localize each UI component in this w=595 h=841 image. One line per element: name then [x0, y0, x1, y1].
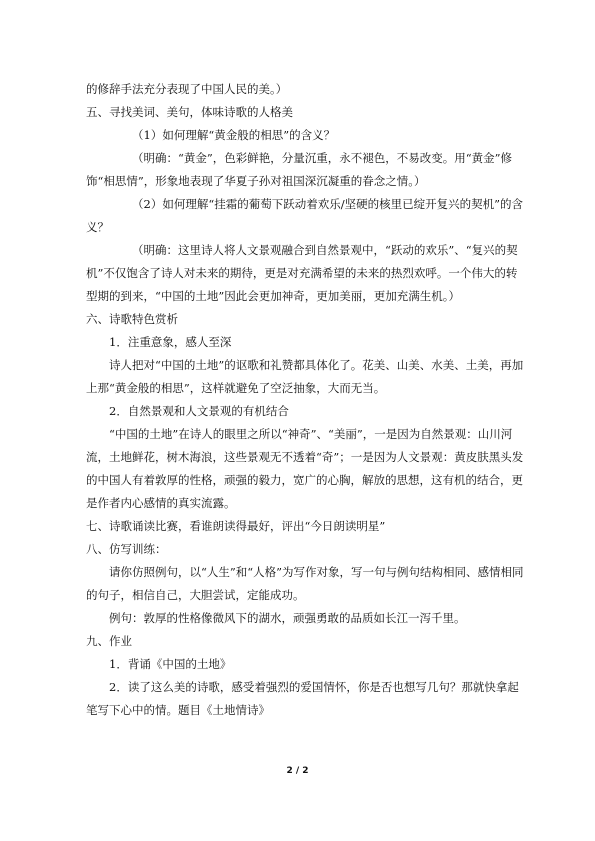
- paragraph-example-sentence: 例句：敦厚的性格像微风下的湖水，顽强勇敢的品质如长江一泻千里。: [109, 611, 466, 625]
- paragraph-landscape: “中国的土地”在诗人的眼里之所以“神奇”、“美丽”，一是因为自然景观：山川河流，土地鲜花，树木海浪，这些景观无不透着“奇”；一是因为人文景观：黄皮肤黑头发的中国人有着敦厚的性格，顽强的毅力，宽广的心胸，解放的思想，这有机的结合，更是作者内心感情的真实流露。: [86, 427, 524, 510]
- question-1: （1）如何理解“黄金般的相思”的含义？: [132, 128, 336, 142]
- subheading-2: 2．自然景观和人文景观的有机结合: [109, 404, 289, 418]
- homework-item-1: 1．背诵《中国的土地》: [109, 657, 232, 671]
- paragraph-imitation-instructions: 请你仿照例句，以“人生”和“人格”为写作对象，写一句与例句结构相同、感情相同的句子，相信自己，大胆尝试，定能成功。: [86, 565, 524, 602]
- section-heading-9: 九、作业: [86, 634, 132, 648]
- answer-2: （明确：这里诗人将人文景观融合到自然景观中，“跃动的欢乐”、“复兴的契机”不仅饱含了诗人对未来的期待，更是对充满希望的未来的热烈欢呼。一个伟大的转型期的到来，“中国的土地”因此会更加神奇，更加美丽，更加充满生机。）: [86, 243, 518, 303]
- document-body: [86, 78, 526, 722]
- section-heading-8: 八、仿写训练：: [86, 542, 167, 556]
- section-heading-7: 七、诗歌诵读比赛，看谁朗读得最好，评出“今日朗读明星”: [86, 519, 386, 533]
- paragraph-imagery: 诗人把对“中国的土地”的讴歌和礼赞都具体化了。花美、山美、水美、土美，再加上那“黄金般的相思”，这样就避免了空泛抽象，大而无当。: [86, 358, 524, 395]
- page-number: 2 / 2: [286, 766, 309, 776]
- homework-item-2: 2．读了这么美的诗歌，感受着强烈的爱国情怀，你是否也想写几句？那就快拿起笔写下心中的情。题目《土地情诗》: [86, 680, 519, 717]
- section-heading-6: 六、诗歌特色赏析: [86, 312, 178, 326]
- subheading-1: 1．注重意象，感人至深: [109, 335, 232, 349]
- paragraph-continuation: 的修辞手法充分表现了中国人民的美。）: [86, 82, 288, 96]
- section-heading-5: 五、寻找美词、美句，体味诗歌的人格美: [86, 105, 293, 119]
- answer-1: （明确：“黄金”，色彩鲜艳，分量沉重，永不褪色，不易改变。用“黄金”修饰“相思情”，形象地表现了华夏子孙对祖国深沉凝重的眷念之情。）: [86, 151, 513, 188]
- question-2: （2）如何理解“挂霜的葡萄下跃动着欢乐/坚硬的核里已绽开复兴的契机”的含义？: [86, 197, 523, 234]
